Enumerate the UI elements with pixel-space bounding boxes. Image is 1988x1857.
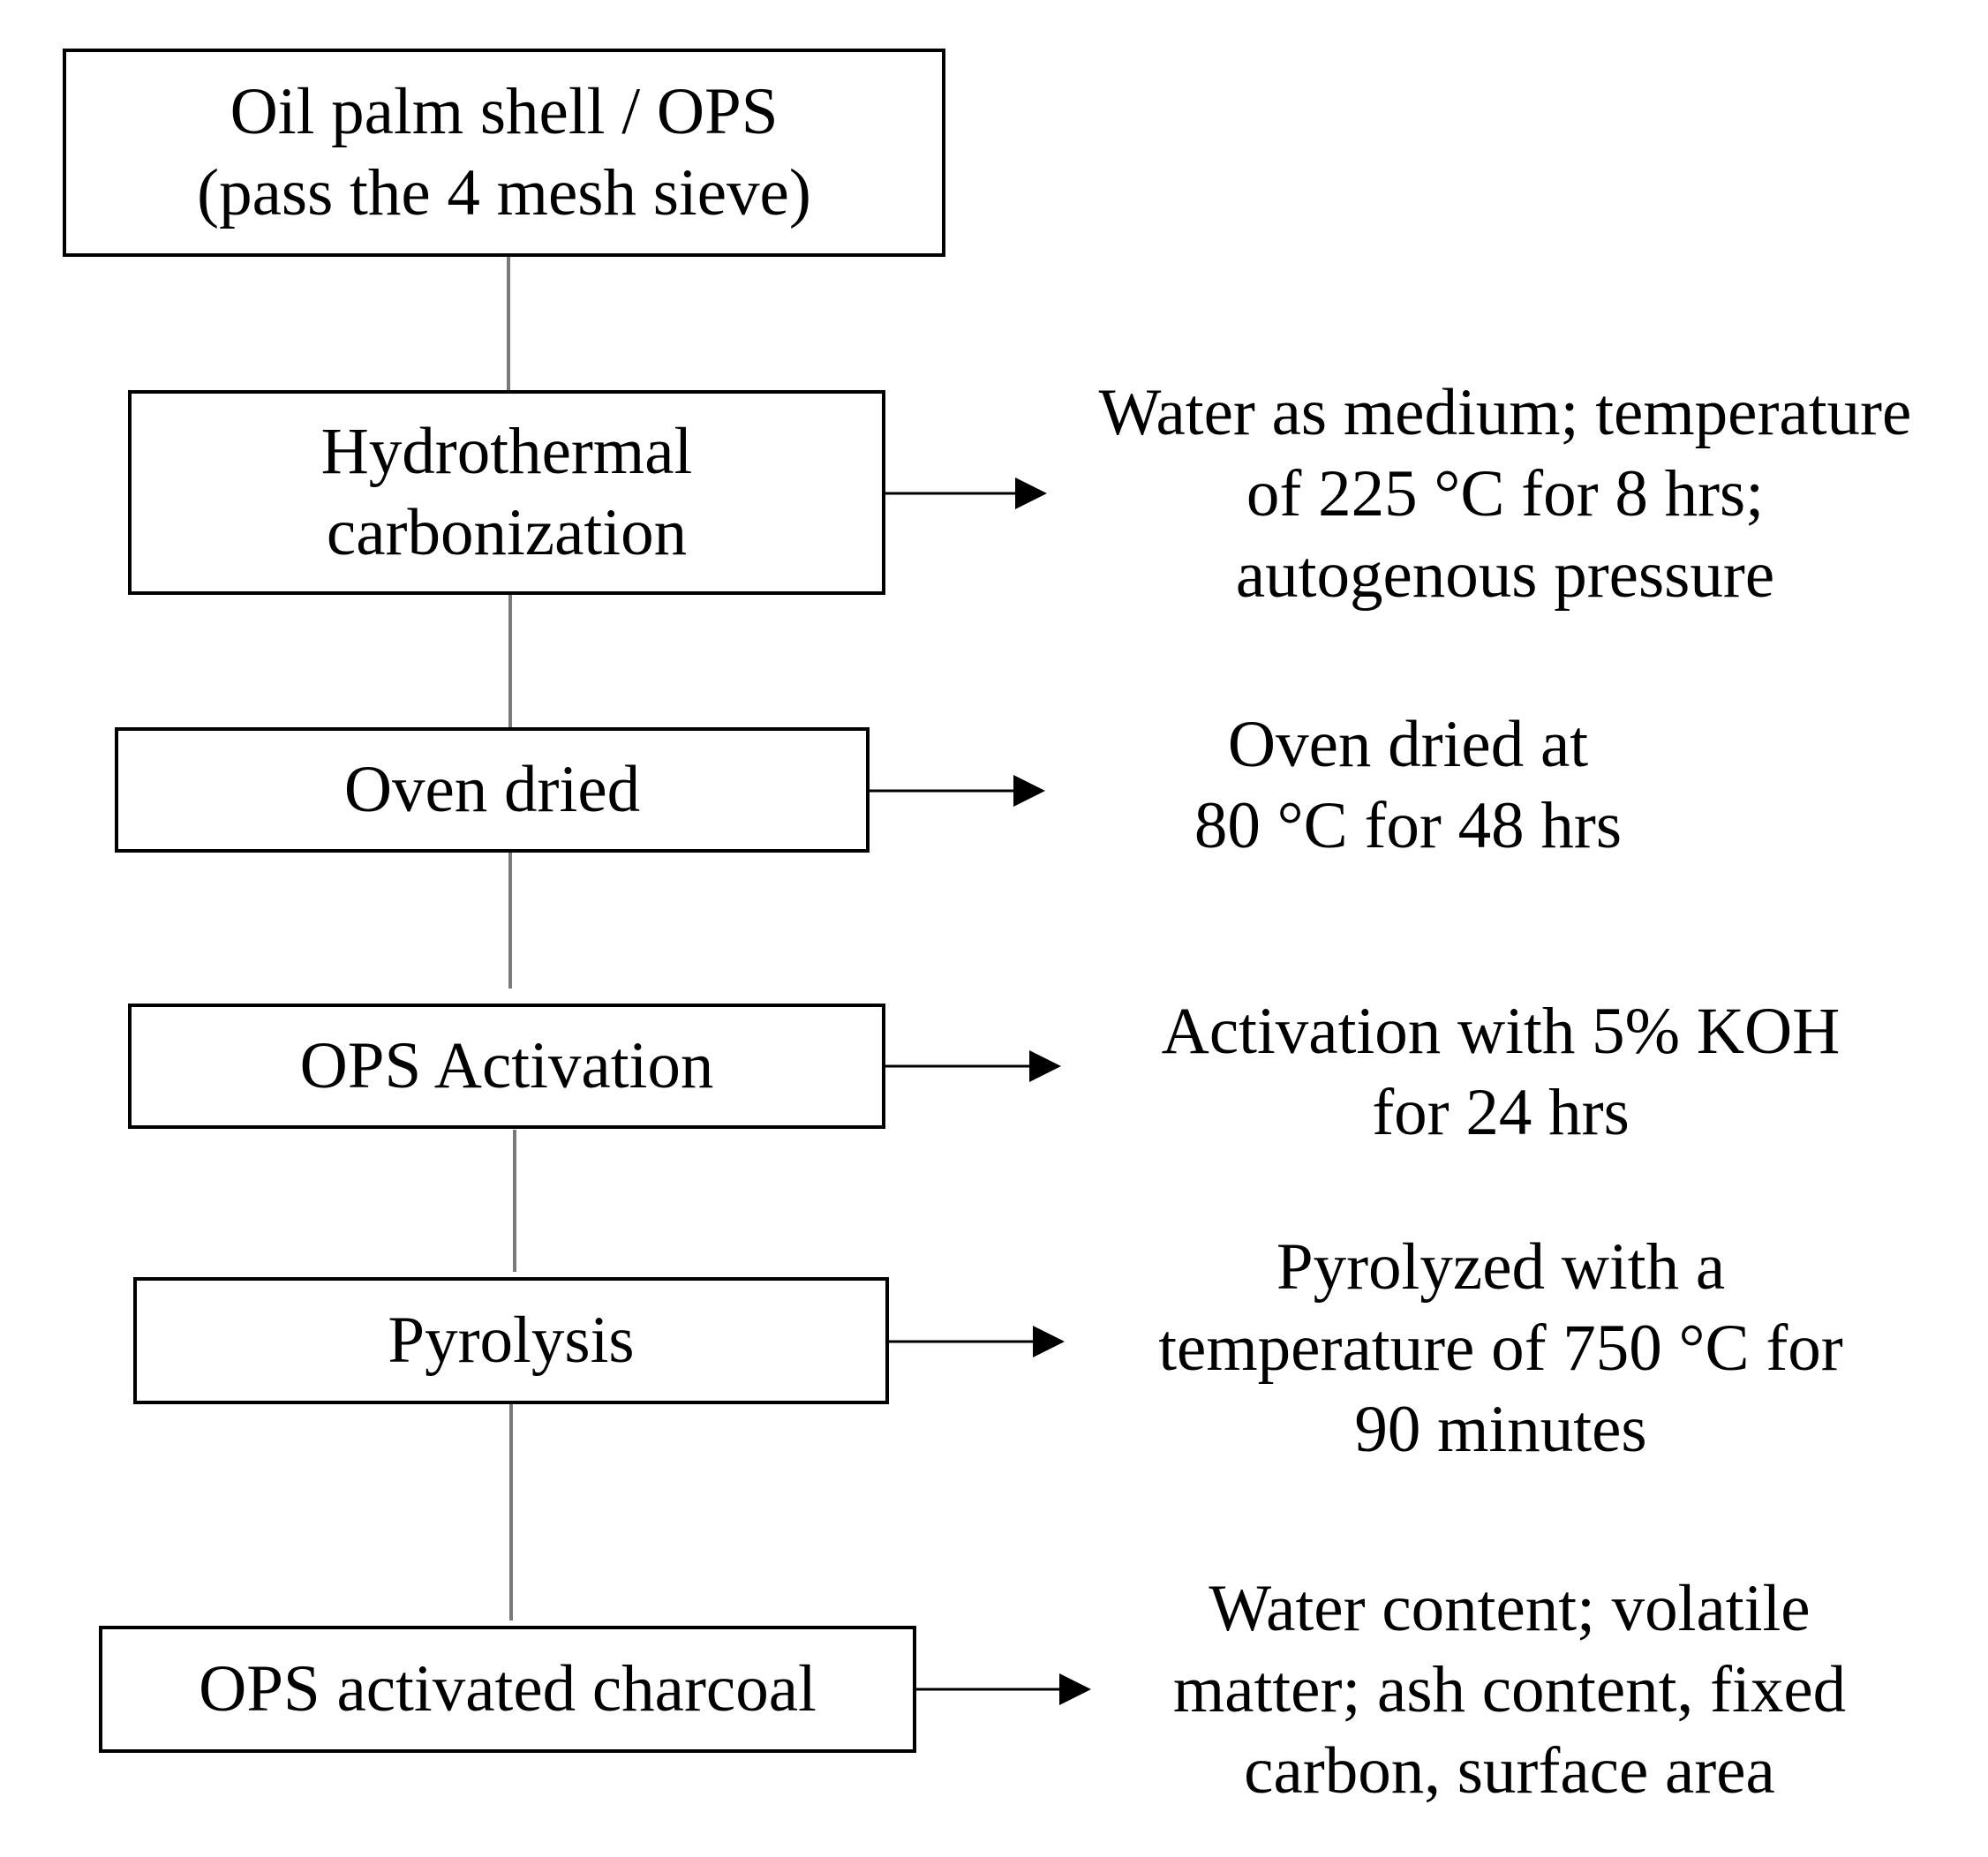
arrow-head: [1033, 1326, 1065, 1357]
note-text-line: matter; ash content, fixed: [1172, 1653, 1847, 1726]
step-box-activated-charcoal: [99, 1626, 916, 1753]
step-box-raw-material: [63, 49, 945, 257]
note-text-line: 80 °C for 48 hrs: [1194, 789, 1623, 862]
step-text-line: Hydrothermal: [320, 415, 693, 488]
note-characterization: [1121, 1567, 1898, 1814]
note-drying-conditions: [1121, 702, 1695, 869]
arrow-head: [1059, 1673, 1091, 1705]
note-text-line: Activation with 5% KOH: [1161, 995, 1841, 1068]
note-text-line: temperature of 750 °C for: [1158, 1312, 1843, 1385]
arrow-head: [1029, 1050, 1061, 1082]
step-box-pyrolysis: [133, 1277, 889, 1404]
note-text-line: Water content; volatile: [1209, 1572, 1811, 1645]
step-text-line: Oil palm shell / OPS: [230, 75, 779, 148]
step-text-line: carbonization: [326, 496, 688, 569]
arrow-head: [1013, 775, 1045, 807]
note-text-line: for 24 hrs: [1372, 1076, 1630, 1149]
step-box-oven-dried: [115, 727, 870, 853]
note-text-line: 90 minutes: [1354, 1393, 1647, 1466]
note-text-line: Water as medium; temperature: [1098, 376, 1912, 449]
note-text-line: Oven dried at: [1227, 708, 1589, 781]
note-text-line: autogenous pressure: [1235, 538, 1775, 612]
note-text-line: carbon, surface area: [1244, 1734, 1775, 1808]
step-text-line: Pyrolysis: [388, 1304, 635, 1377]
note-text-line: Pyrolyzed with a: [1276, 1230, 1726, 1304]
step-box-hydrothermal: [128, 390, 885, 595]
step-text-line: OPS activated charcoal: [199, 1652, 817, 1725]
step-text-line: Oven dried: [343, 753, 641, 826]
step-text-line: OPS Activation: [299, 1029, 714, 1102]
arrow-head: [1015, 477, 1047, 509]
note-text-line: of 225 °C for 8 hrs;: [1246, 457, 1765, 530]
note-activation-conditions: [1112, 989, 1889, 1156]
step-box-activation: [128, 1004, 885, 1129]
step-text-line: (pass the 4 mesh sieve): [197, 156, 811, 229]
note-pyrolysis-conditions: [1112, 1225, 1889, 1472]
note-hydrothermal-conditions: [1059, 371, 1951, 618]
